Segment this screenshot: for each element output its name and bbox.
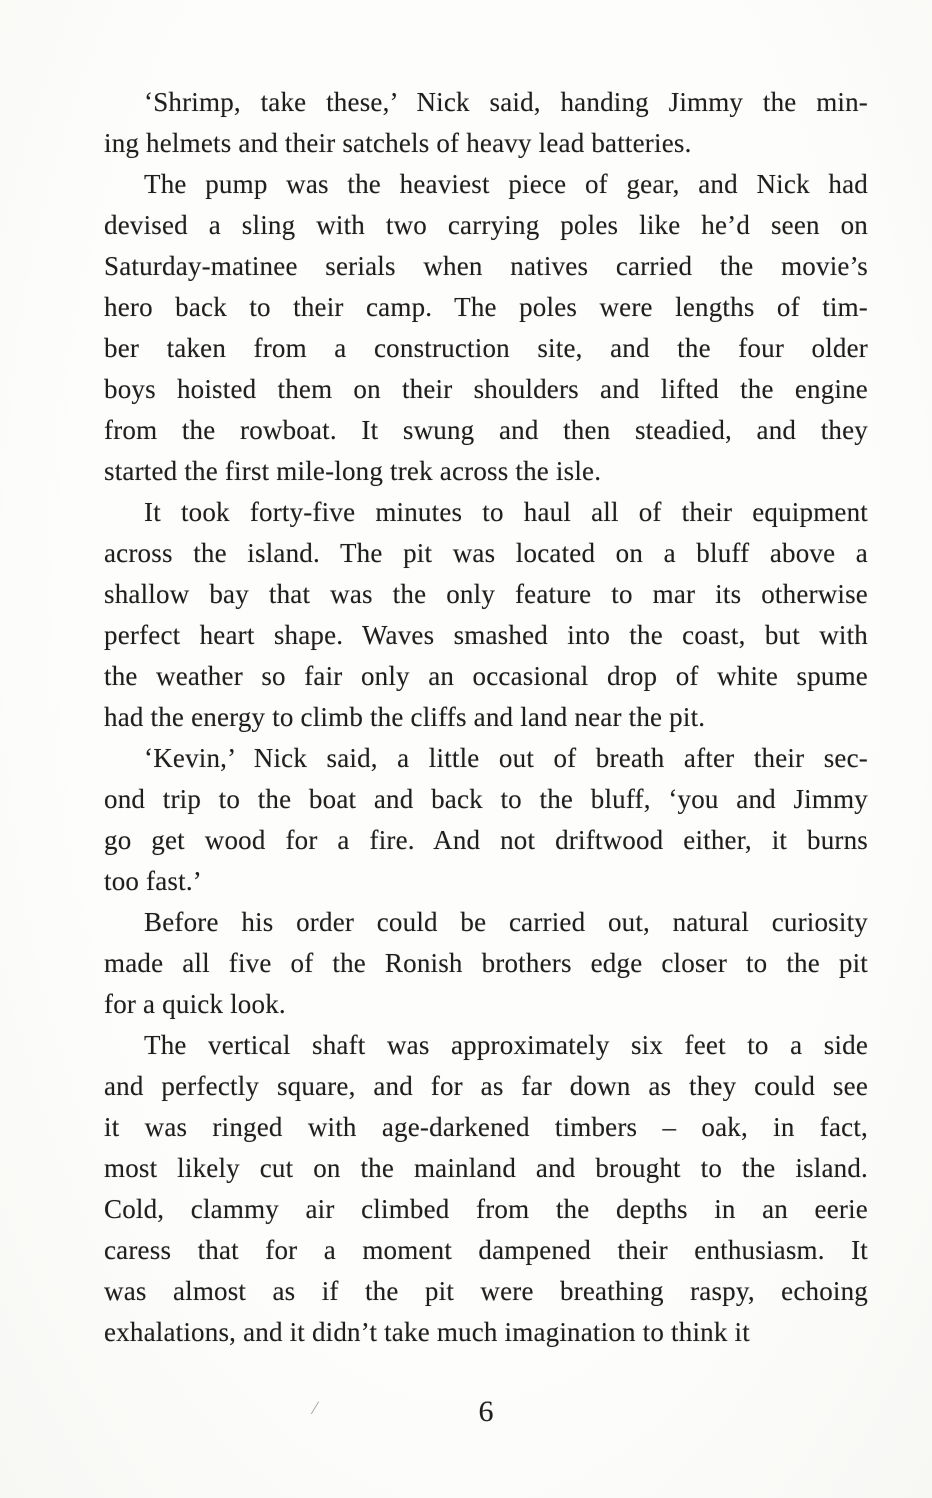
text-line: the weather so fair only an occasional drop of white spume [104,661,868,691]
text-line: from the rowboat. It swung and then steadied, and they [104,415,868,445]
paragraph [104,82,868,164]
text-line: had the energy to climb the cliffs and land near the pit. [104,702,706,732]
text-line: devised a sling with two carrying poles like he’d seen on [104,210,868,240]
text-line: Cold, clammy air climbed from the depths in an eerie [104,1194,868,1224]
text-line: ber taken from a construction site, and the four older [104,333,868,363]
paragraph [104,1025,868,1353]
text-line: The vertical shaft was approximately six feet to a side [144,1030,868,1060]
text-line: Saturday-matinee serials when natives carried the movie’s [104,251,868,281]
text-line: and perfectly square, and for as far down as they could see [104,1071,868,1101]
text-line: ing helmets and their satchels of heavy lead batteries. [104,128,692,158]
text-line: hero back to their camp. The poles were lengths of tim- [104,292,868,322]
text-line: caress that for a moment dampened their enthusiasm. It [104,1235,868,1265]
paragraph [104,902,868,1025]
text-line: ‘Kevin,’ Nick said, a little out of breath after their sec- [144,743,868,773]
text-line: ‘Shrimp, take these,’ Nick said, handing Jimmy the min- [144,87,868,117]
scan-artifact: / [311,1397,319,1420]
text-line: boys hoisted them on their shoulders and lifted the engine [104,374,868,404]
text-line: exhalations, and it didn’t take much imagination to think it [104,1317,750,1347]
page-number: 6 [478,1395,494,1428]
text-line: go get wood for a fire. And not driftwood either, it burns [104,825,868,855]
text-line: across the island. The pit was located on a bluff above a [104,538,868,568]
text-line: was almost as if the pit were breathing raspy, echoing [104,1276,868,1306]
text-line: most likely cut on the mainland and brought to the island. [104,1153,868,1183]
text-line: started the first mile-long trek across the isle. [104,456,602,486]
text-line: too fast.’ [104,866,202,896]
text-line: The pump was the heaviest piece of gear, and Nick had [144,169,868,199]
text-line: Before his order could be carried out, natural curiosity [144,907,868,937]
text-line: ond trip to the boat and back to the bluff, ‘you and Jimmy [104,784,868,814]
paragraph [104,164,868,492]
text-line: it was ringed with age-darkened timbers – oak, in fact, [104,1112,868,1142]
paragraph [104,738,868,902]
text-line: It took forty-five minutes to haul all of their equipment [144,497,868,527]
text-line: for a quick look. [104,989,286,1019]
text-line: perfect heart shape. Waves smashed into the coast, but with [104,620,868,650]
paragraph [104,492,868,738]
text-line: shallow bay that was the only feature to mar its otherwise [104,579,868,609]
text-line: made all five of the Ronish brothers edge closer to the pit [104,948,868,978]
page-text [104,82,868,1353]
